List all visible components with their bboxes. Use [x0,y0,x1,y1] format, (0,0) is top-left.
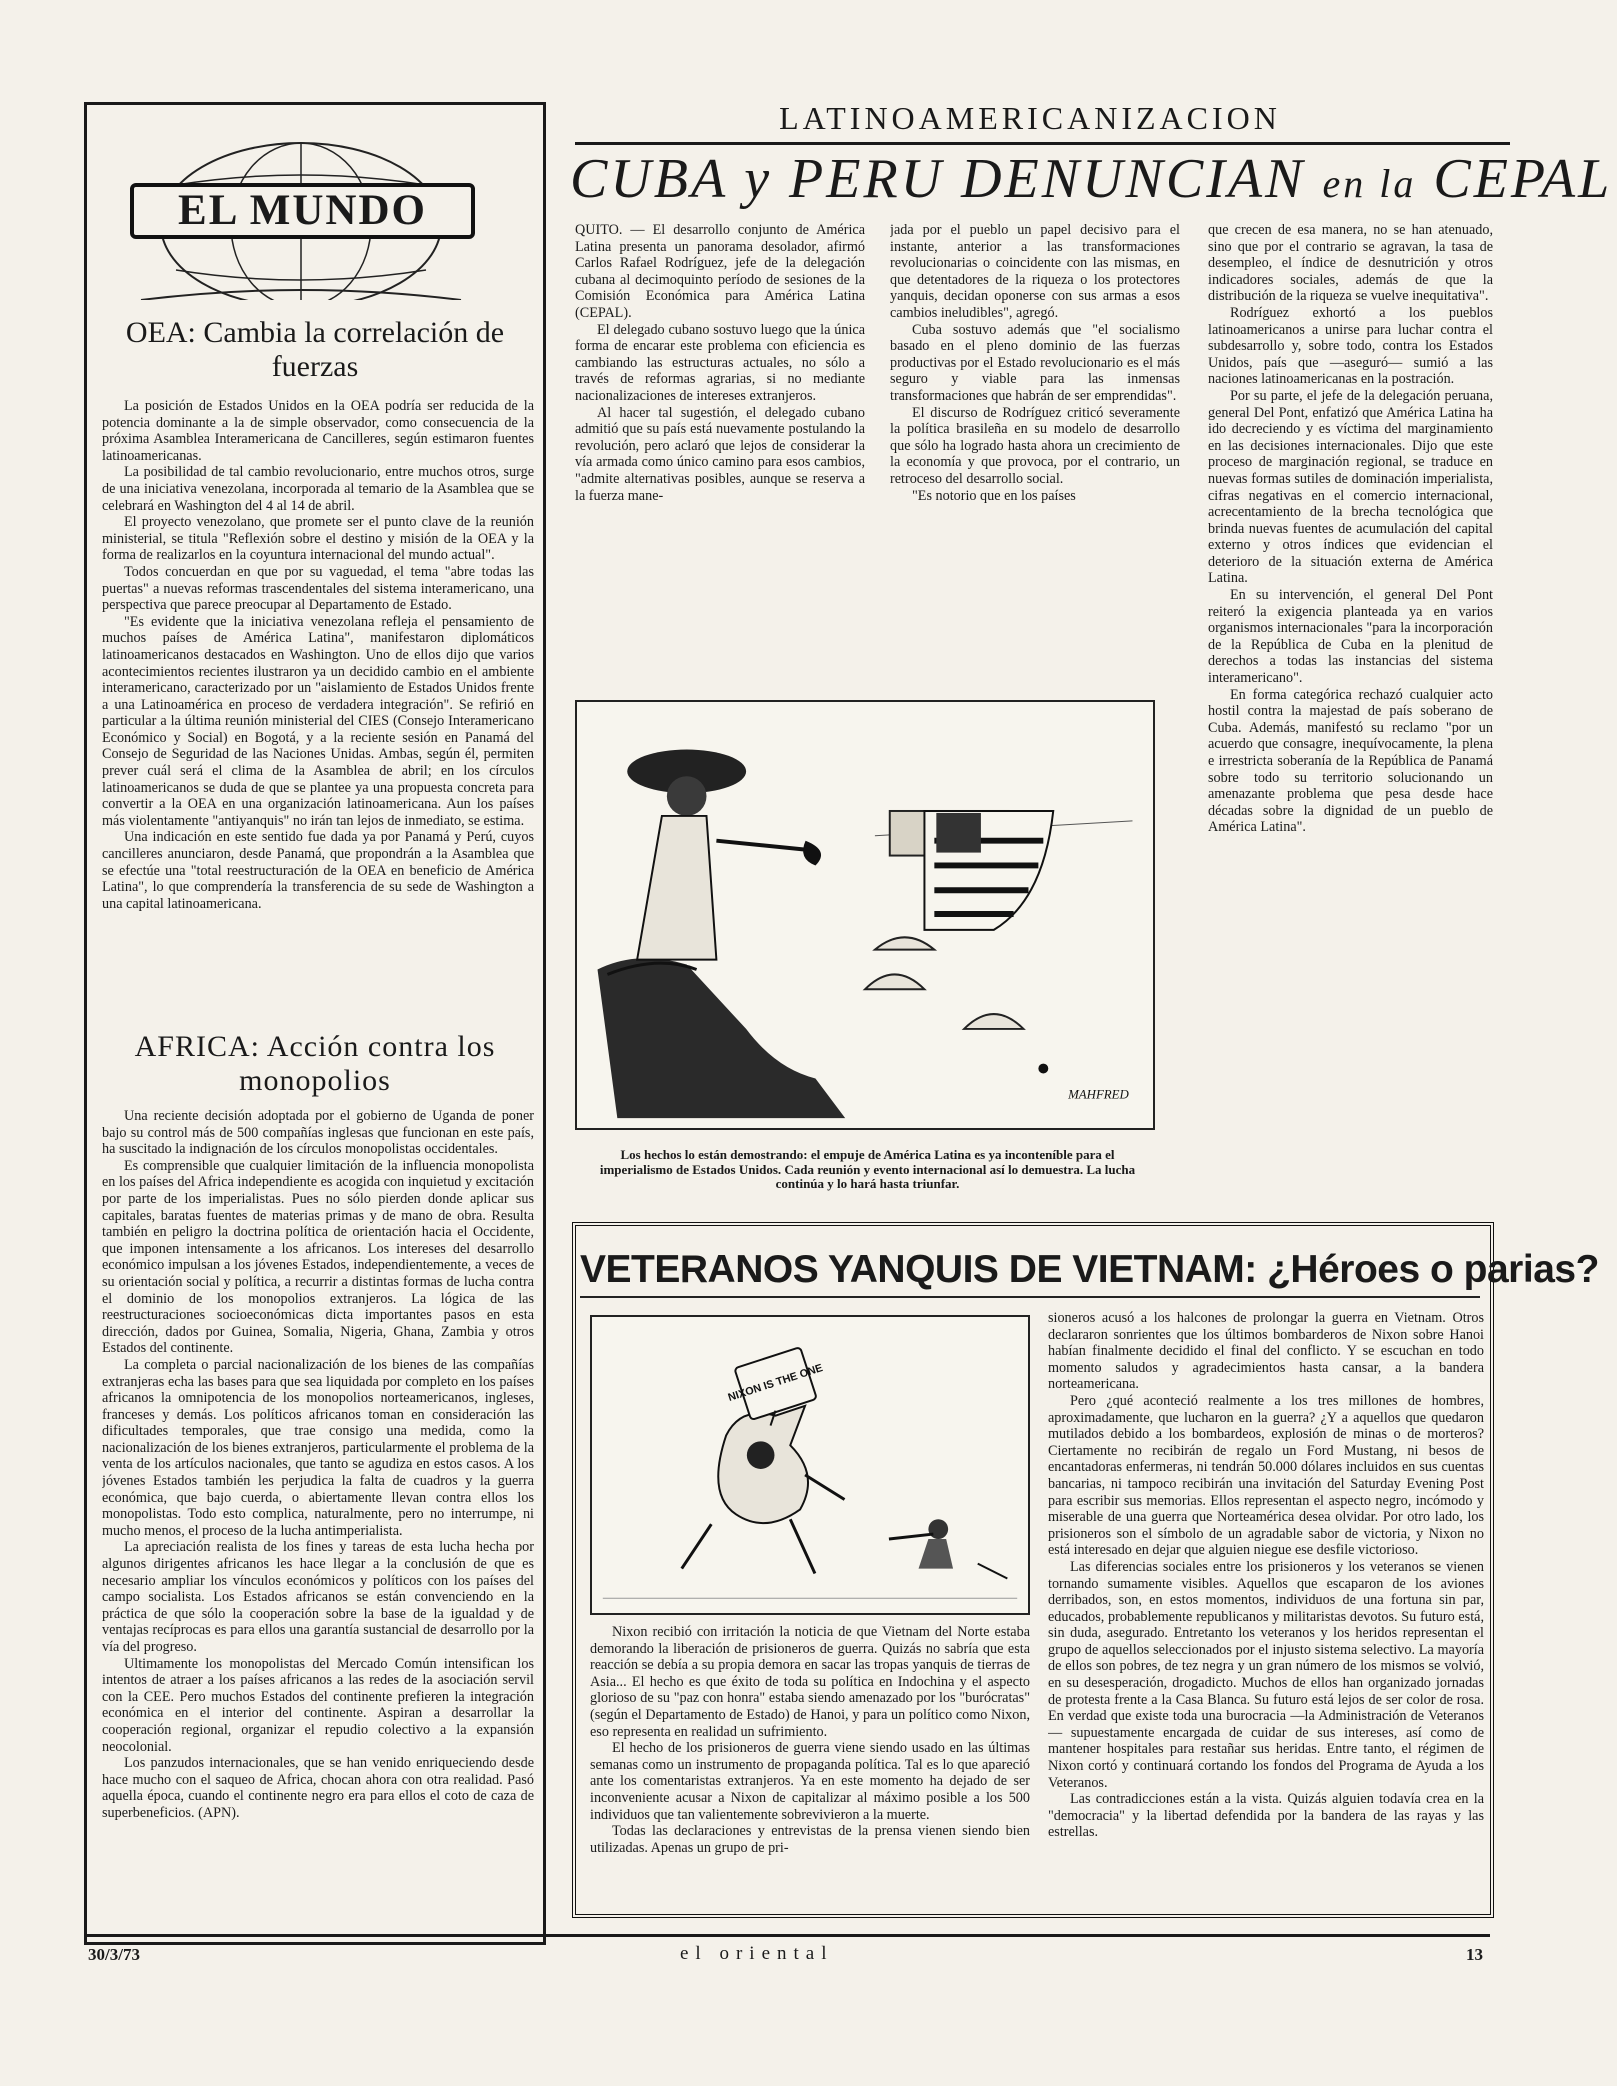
nixon-cartoon-image [590,1315,1030,1615]
cartoon-signature: MAHFRED [1068,1087,1129,1102]
nixon-sign-text: NIXON IS THE ONE [726,1362,825,1405]
africa-article-body [102,1108,534,1928]
cepal-paragraph: En su intervención, el general Del Pont reiteró la exigencia planteada ya en varios organismos internacionales "para la incorporación de la República de Cuba en la plenitud de derechos a todas las instancias del sistema interamericano". [1208,587,1493,687]
veterans-column-1 [590,1624,1030,1912]
cepal-paragraph: que crecen de esa manera, no se han atenuado, sino que por el contrario se agravan, la tasa de desempleo, el índice de desnutrición y otros indicadores sociales, además de que la distribución de la riqueza se vuelve inequitativa". [1208,222,1493,305]
oea-article-body [102,398,534,1018]
veterans-paragraph: Todas las declaraciones y entrevistas de la prensa vienen siendo bien utilizadas. Apenas un grupo de pri- [590,1823,1030,1856]
africa-paragraph: Una reciente decisión adoptada por el gobierno de Uganda de poner bajo su control más de 500 compañías inglesas que funcionan en este país, ha suscitado la indignación de los círculos monopolistas occidentales. [102,1108,534,1158]
oea-paragraph: Una indicación en este sentido fue dada ya por Panamá y Perú, cuyos cancilleres anunciaron, desde Panamá, que propondrán a la Asamblea que se efectúe una "total reestructuración de la OEA en beneficio de América Latina", lo que comprendería la transferencia de su sede de Washington a una capital latinoamericana. [102,829,534,912]
cepal-headline-part: en la [1322,161,1417,206]
cepal-paragraph: "Es notorio que en los países [912,487,1076,504]
cartoon-caption: Los hechos lo están demostrando: el empuje de América Latina es ya inconteníble para el imperialismo de Estados Unidos. Cada reunión y evento internacional así lo demuestra. La lucha continúa y lo hará hasta triunfar. [599,1147,1136,1191]
veterans-headline: VETERANOS YANQUIS DE VIETNAM: ¿Héroes o parias? [580,1248,1599,1291]
cepal-headline [570,148,1613,214]
veterans-paragraph: Las diferencias sociales entre los prisioneros y los veteranos se vienen tornando sumamente visibles. Aquellos que escaparon de los aviones derribados, son, en estos momentos, individuos de una fortuna sin par, educados, probablemente republicanos y militaristas devotos. Su futuro está, sin duda, asegurado. Entretanto los veteranos y los heridos representan el grupo de aquellos seleccionados por el injusto sistema selectivo. La mayoría de ellos son pobres, de tez negra y un gran número de los mismos se volvió, en su desesperación, drogadicto. Muchos de ellos han organizado jornadas de protesta frente a la Casa Blanca. Su futuro está lejos de ser color de rosa. En verdad que existe toda una burocracia —la Administración de Veteranos— supuestamente encargada de cuidar de sus intereses, así como de mantener hospitales para restañar sus heridas. Entre tanto, el régimen de Nixon cortó y continuará cortando los fondos del Programa de Ayuda a los Veteranos. [1048,1558,1484,1791]
cepal-headline-part: CUBA y PERU DENUNCIAN [570,148,1306,210]
oea-paragraph: El proyecto venezolano, que promete ser el punto clave de la reunión ministerial, se titula "Reflexión sobre el destino y misión de la OEA y la forma de realizarlos en la coyuntura internacional del mundo actual". [102,514,534,564]
oea-paragraph: La posibilidad de tal cambio revolucionario, entre muchos otros, surge de una iniciativa venezolana, incorporada al temario de la Asamblea que se celebrará en Washington del 4 al 14 de abril. [102,464,534,514]
oea-paragraph: "Es evidente que la iniciativa venezolana refleja el pensamiento de muchos países de América Latina", manifestaron diplomáticos latinoamericanos destacados en Washington. Uno de ellos dijo que varios acontecimientos recientes ilustraron ya un decidido cambio en el ambiente interamericano, caracterizado por un "aislamiento de Estados Unidos frente a una Latinoamérica en proceso de verdadera integración". Se refirió en particular a la última reunión ministerial del CIES (Consejo Interamericano Económico y Social) en Bogotá, y a la reciente sesión en Panamá del Consejo de Seguridad de las Naciones Unidas. Ambas, según él, permiten prever cuál será el clima de la Asamblea de abril; en los círculos latinoamericanos se duda de que se plantee ya una propuesta concreta para convertir a la OEA en una organización latinoamericana. Aun los países más violentamente "antiyanquis" no irán tan lejos de inmediato, se estima. [102,613,534,829]
cepal-column-2 [890,222,1180,690]
latin-america-cartoon-image [575,700,1155,1130]
footer-rule [84,1934,1490,1937]
cepal-paragraph: jada por el pueblo un papel decisivo para el instante, anterior a las transformaciones revolucionarias o coincidente con las mismas, en que detentadores de la riqueza o los protectores yanquis, decidan oponerse con sus armas a esos cambios ineludibles", agregó. [890,222,1180,321]
cepal-paragraph: Cuba sostuvo además que "el socialismo basado en el pleno dominio de las fuerzas productivas por el Estado revolucionario es el más seguro y viable para las inmensas transformaciones que habrán de ser emprendidas". [890,321,1180,404]
veterans-paragraph: sioneros acusó a los halcones de prolongar la guerra en Vietnam. Otros declararon sonrientes que los últimos bombarderos de Nixon sobre Hanoi habían finalmente decidido el final del conflicto. Y se escuchan en todo momento saludos y agradecimientos hasta cansar, a la bandera norteamericana. [1048,1310,1484,1393]
footer-page-number: 13 [1466,1945,1483,1964]
cepal-paragraph: Rodríguez exhortó a los pueblos latinoamericanos a unirse para luchar contra el subdesarrollo y, sobre todo, contra los Estados Unidos, país que —aseguró— sumió a las naciones latinoamericanas en la postración. [1208,304,1493,388]
cepal-paragraph: En forma categórica rechazó cualquier acto hostil contra la majestad de país soberano de Cuba. Además, manifestó su reclamo "por un acuerdo que consagre, inequívocamente, la plena e irrestricta soberanía de la República de Panamá sobre todo su territorio solucionando un amenazante problema que pesa desde hace décadas sobre la dignidad de un pueblo de América Latina". [1208,686,1493,836]
veterans-paragraph: Nixon recibió con irritación la noticia de que Vietnam del Norte estaba demorando la liberación de prisioneros de guerra. Quizás no sabría que esta reacción se debía a su propia demora en sacar las tropas yanquis de tierras de Asia... El hecho es que éxito de toda su política en Indochina y el aspecto glorioso de su "paz con honra" estaba siendo amenazado por los "burócratas" (según el Departamento de Estado) de Hanoi, y para un político como Nixon, eso representa en realidad un sufrimiento. [590,1624,1030,1740]
cepal-paragraph: Al hacer tal sugestión, el delegado cubano admitió que su país está nuevamente postulando la revolución, pero aclaró que lejos de considerar la vía armada como único camino para esos cambios, "admite alternativas posibles, aunque se reserva a la fuerza mane- [575,404,865,504]
veterans-paragraph: Pero ¿qué aconteció realmente a los tres millones de hombres, aproximadamente, que lucharon en la guerra? ¿Y a aquellos que quedaron mutilados debido a los bombardeos, explosión de minas o de morteros? Ciertamente no recibirán de regalo un Ford Mustang, ni besos de encantadoras enfermeras, ni tendrán 50.000 dólares incluidos en sus cuentas bancarias, ni tampoco recibirán una invitación del Saturday Evening Post para escribir sus memorias. Ellos representan el aspecto negro, incómodo y miserable de una guerra que Norteamérica desea olvidar. Por otro lado, los prisioneros son el símbolo de un agradable sabor de victoria, y Nixon no está interesado en dejar que alguien niegue ese desfile victorioso. [1048,1392,1484,1559]
el-mundo-banner-title: EL MUNDO [130,183,475,239]
footer-date: 30/3/73 [88,1945,140,1964]
footer-newspaper-name: el oriental [680,1943,834,1964]
oea-headline: OEA: Cambia la correlación de fuerzas [125,316,505,383]
africa-paragraph: La apreciación realista de los fines y tareas de esta lucha hecha por algunos dirigentes africanos les hace llegar a la conclusión de que es necesario ampliar los vínculos económicos y políticos con los países del campo socialista. Los Estados africanos se están convenciendo en la práctica de que sólo la cooperación sobre la base de la igualdad y de ventajas recíprocas es para ellos una garantía sustancial de desarrollo por la vía del progreso. [102,1539,534,1655]
cepal-paragraph: El discurso de Rodríguez criticó severamente la política brasileña en su modelo de desarrollo que sólo ha logrado hasta ahora un crecimiento de la economía y que provoca, por el contrario, un retroceso del desarrollo social. [890,404,1180,487]
section-kicker: LATINOAMERICANIZACION [779,100,1281,136]
cepal-headline-part: CEPAL [1433,148,1613,210]
veterans-column-2 [1048,1310,1484,1912]
veterans-paragraph: Las contradicciones están a la vista. Quizás alguien todavía crea en la "democracia" y la libertad defendida por la bandera de las rayas y las estrellas. [1048,1791,1484,1841]
africa-headline: AFRICA: Acción contra los monopolios [134,1030,496,1097]
oea-paragraph: Todos concuerdan en que por su vaguedad, el tema "abre todas las puertas" a nuevas reformas trascendentales del sistema interamericano, una perspectiva que parece preocupar al Departamento de Estado. [102,563,534,614]
africa-paragraph: La completa o parcial nacionalización de los bienes de las compañías extranjeras echa las bases para que sea liquidada por completo en los países africanos la omnipotencia de los monopolios norteamericanos, ingleses, franceses y demás. Los políticos africanos toman en consideración las dificultades temporales, que trae consigo una medida, como la nacionalización de los bienes extranjeros, particularmente el problema de la venta de los artículos nacionales, que tanto se agudiza en estos casos. A los jóvenes Estados también les perjudica la falta de cuadros y la guerra económica, que bajo cuerda, o abiertamente llevan contra ellos los monopolistas. Todo esto complica, naturalmente, pero no interrumpe, ni mucho menos, el proceso de la lucha antimperialista. [102,1356,534,1539]
veterans-paragraph: El hecho de los prisioneros de guerra viene siendo usado en las últimas semanas como un instrumento de propaganda política. Tal es lo que apareció ante los comentaristas extranjeros. Ya en este momento ha dejado de ser inconveniente acusar a Nixon de capitalizar al máximo posible a los 500 individuos que tan valientemente sobrevivieron a la muerte. [590,1740,1030,1823]
africa-paragraph: Los panzudos internacionales, que se han venido enriqueciendo desde hace mucho con el saqueo de Africa, chocan ahora con otra realidad. Pasó aquella época, cuando el continente negro era para ellos el coto de caza de superbeneficios. (APN). [102,1755,534,1821]
africa-paragraph: Es comprensible que cualquier limitación de la influencia monopolista en los países del Africa independiente es acogida con inquietud y excitación por parte de los imperialistas. Pues no sólo pierden donde aplicar sus capitales, baratas fuentes de materias primas y de mano de obra. Resulta también en peligro la doctrina política de orientación hacia el Occidente, que imponen intensamente a los africanos. Los intereses del desarrollo económico impulsan a los jóvenes Estados, independientemente, a veces de su orientación social y política, a recurrir a distintas formas de lucha contra el dominio de los monopolios extranjeros. La lógica de las reestructuraciones socioeconómicas dicta importantes pasos en esta dirección, dados por Guinea, Somalia, Nigeria, Ghana, Zambia y otros Estados del continente. [102,1157,534,1357]
headline-rule [575,142,1510,145]
cepal-paragraph: El delegado cubano sostuvo luego que la única forma de encarar este problema con eficiencia es cambiando las estructuras actuales, no sólo a través de reformas agrarias, si no mediante nacionalizaciones de intereses extranjeros. [575,321,865,404]
veterans-headline-rule [580,1296,1480,1298]
cepal-paragraph: QUITO. — El desarrollo conjunto de América Latina presenta un panorama desolador, afirmó Carlos Rafael Rodríguez, jefe de la delegación cubana al decimoquinto período de sesiones de la Comisión Económica para América Latina (CEPAL). [575,222,865,321]
oea-paragraph: La posición de Estados Unidos en la OEA podría ser reducida de la potencia dominante a la de simple observador, como consecuencia de la próxima Asamblea Interamericana de Cancilleres, según estimaron fuentes latinoamericanas. [102,398,534,464]
cepal-column-1 [575,222,865,690]
cepal-column-3 [1208,222,1493,1214]
cepal-paragraph: Por su parte, el jefe de la delegación peruana, general Del Pont, enfatizó que América Latina ha ido decreciendo y es víctima del marginamiento en las decisiones internacionales. Dijo que este proceso de marginación regional, se traduce en nuevas formas sutiles de dominación imperialista, cifras negativas en el comercio internacional, acrecentamiento de la brecha tecnológica que brinda nuevas fuentes de acumulación del capital externo y otros índices que evidencian el deterioro de la situación externa de América Latina. [1208,387,1493,587]
africa-paragraph: Ultimamente los monopolistas del Mercado Común intensifican los intentos de atraer a los países africanos a las redes de la asociación servil con la CEE. Pero muchos Estados del continente prefieren la integración económica en el interior del continente. Aspiran a desarrollar la cooperación regional, organizar el repudio colectivo a la expansión neocolonial. [102,1655,534,1755]
